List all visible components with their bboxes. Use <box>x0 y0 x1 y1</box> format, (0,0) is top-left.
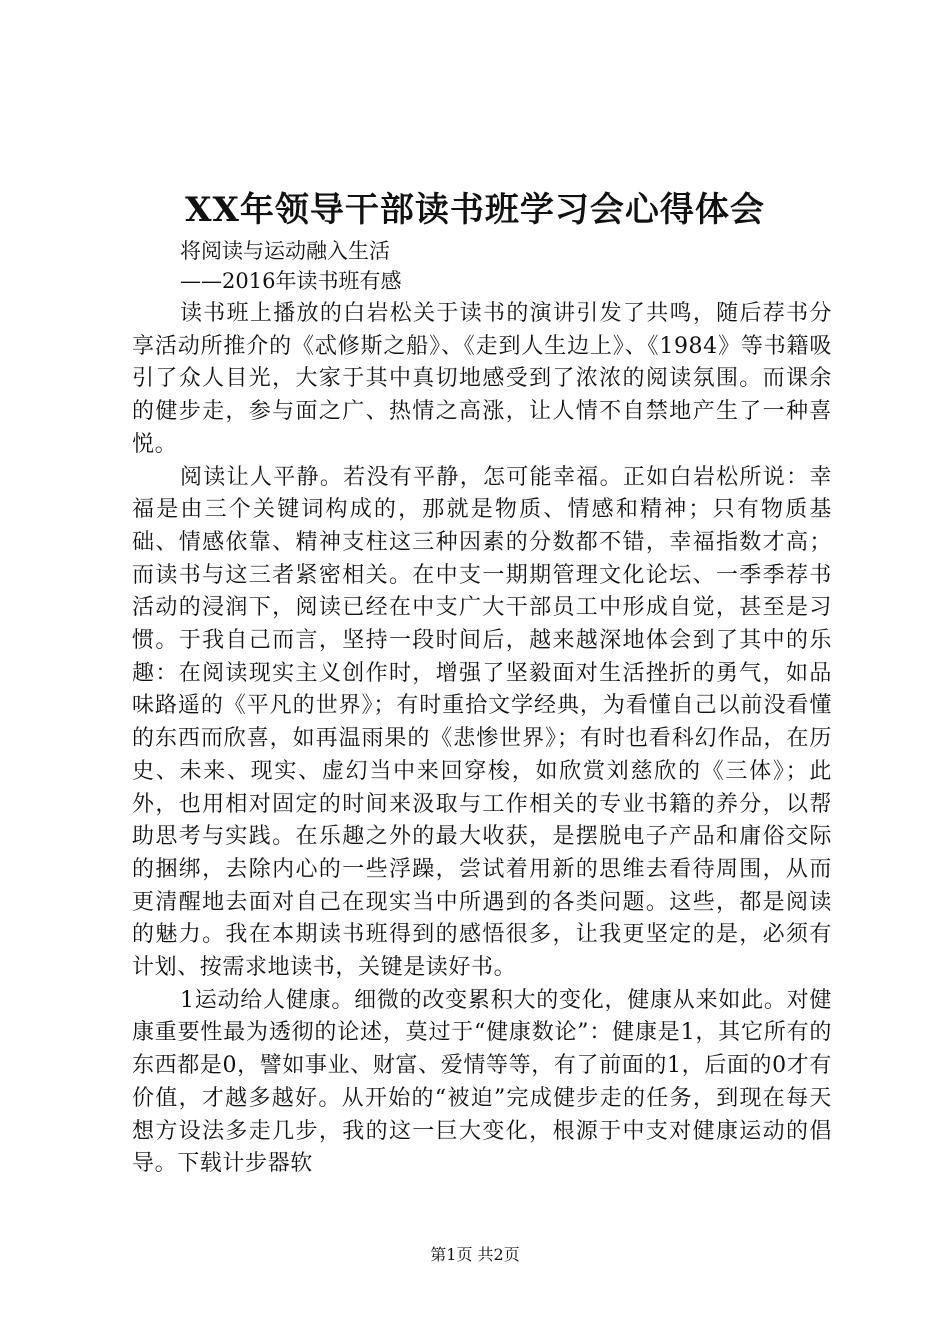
page-number-footer: 第1页 共2页 <box>430 1245 520 1264</box>
paragraph-3: 1运动给人健康。细微的改变累积大的变化，健康从来如此。对健康重要性最为透彻的论述，莫过于“健康数论”：健康是1，其它所有的东西都是0，譬如事业、财富、爱情等等，有了前面的1，后面的0才有价值，才越多越好。从开始的“被迫”完成健步走的任务，到现在每天想方设法多走几步，我的这一巨大变化，根源于中支对健康运动的倡导。下载计步器软 <box>132 987 832 1177</box>
document-title: XX年领导干部读书班学习会心得体会 <box>185 190 765 230</box>
document-body <box>132 298 832 1181</box>
subtitle-line-1: 将阅读与运动融入生活 <box>180 239 390 263</box>
subtitle-line-2: ——2016年读书班有感 <box>180 269 402 293</box>
paragraph-2: 阅读让人平静。若没有平静，怎可能幸福。正如白岩松所说：幸福是由三个关键词构成的，那就是物质、情感和精神；只有物质基础、情感依靠、精神支柱这三种因素的分数都不错，幸福指数才高；而读书与这三者紧密相关。在中支一期期管理文化论坛、一季季荐书活动的浸润下，阅读已经在中支广大干部员工中形成自觉，甚至是习惯。于我自己而言，坚持一段时间后，越来越深地体会到了其中的乐趣：在阅读现实主义创作时，增强了坚毅面对生活挫折的勇气，如品味路遥的《平凡的世界》；有时重拾文学经典，为看懂自己以前没看懂的东西而欣喜，如再温雨果的《悲惨世界》；有时也看科幻作品，在历史、未来、现实、虚幻当中来回穿梭，如欣赏刘慈欣的《三体》；此外，也用相对固定的时间来汲取与工作相关的专业书籍的养分，以帮助思考与实践。在乐趣之外的最大收获，是摆脱电子产品和庸俗交际的捆绑，去除内心的一些浮躁，尝试着用新的思维去看待周围，从而更清醒地去面对自己在现实当中所遇到的各类问题。这些，都是阅读的魅力。我在本期读书班得到的感悟很多，让我更坚定的是，必须有计划、按需求地读书，关键是读好书。 <box>132 464 832 981</box>
paragraph-1: 读书班上播放的白岩松关于读书的演讲引发了共鸣，随后荐书分享活动所推介的《忒修斯之船》、《走到人生边上》、《1984》等书籍吸引了众人目光，大家于其中真切地感受到了浓浓的阅读氛围。而课余的健步走，参与面之广、热情之高涨，让人情不自禁地产生了一种喜悦。 <box>132 301 832 457</box>
